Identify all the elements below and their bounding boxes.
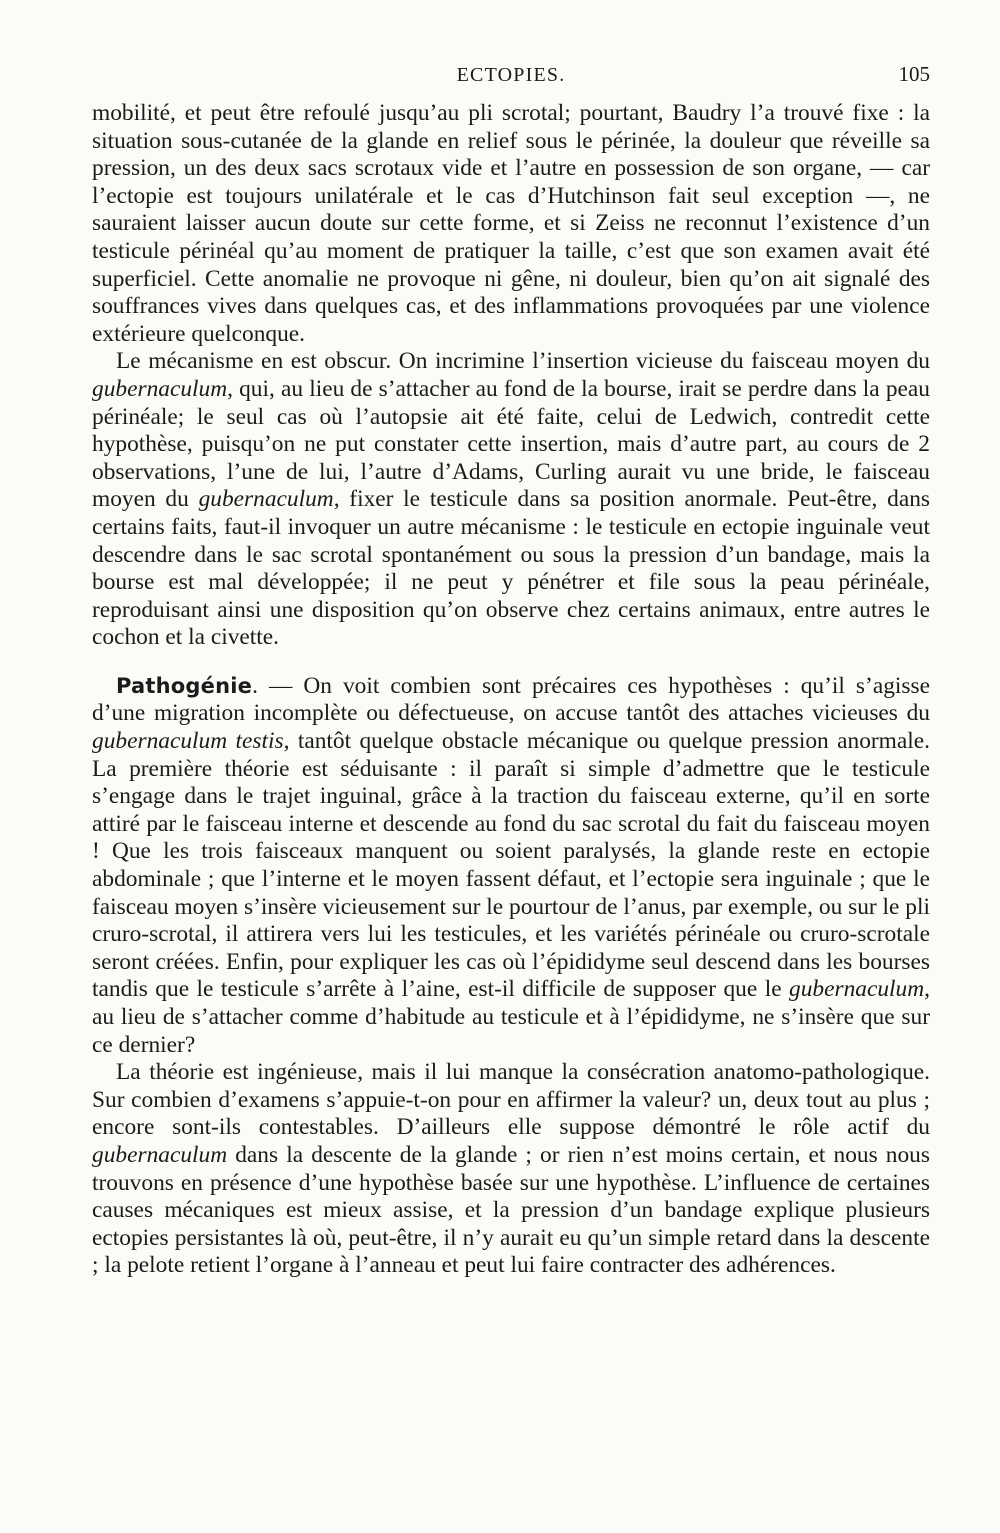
text-run: , au lieu de s’attacher comme d’habitude au testicule et à l’épididyme, ne s’insère que sur ce dernier? xyxy=(92,976,930,1058)
text-run: , qui, au lieu de s’attacher au fond de la bourse, irait se perdre dans la peau périnéale; le seul cas où l’autopsie ait été faite, celui de Ledwich, contredit cette hypothèse, puisqu’on ne put constater cette insertion, mais d’autre part, au cours de 2 observations, l’une de lui, l’autre d’Adams, Curling aurait vu une bride, le faisceau moyen du xyxy=(92,375,930,513)
running-head xyxy=(92,62,930,92)
paragraph-pathogenie xyxy=(92,673,930,1059)
text-run: . — On voit combien sont précaires ces hypothèses : qu’il s’agisse d’une migration incomplète ou défectueuse, on accuse tantôt des attaches vicieuses du xyxy=(92,672,930,727)
paragraph-2 xyxy=(92,348,930,652)
italic-term: gubernaculum xyxy=(198,486,334,513)
text-run: dans la descente de la glande ; or rien n’est moins certain, et nous nous trouvons en présence d’une hypothèse basée sur une hypothèse. L’influence de certaines causes mécaniques est mieux assise, et la pression d’un bandage explique plusieurs ectopies persistantes là où, peut-être, il n’y aurait eu qu’un simple retard dans la descente ; la pelote retient l’organe à l’anneau et peut lui faire contracter des adhérences. xyxy=(92,1141,930,1279)
section-heading: Pathogénie xyxy=(116,673,253,698)
paragraph-4 xyxy=(92,1059,930,1280)
text-run: mobilité, et peut être refoulé jusqu’au pli scrotal; pourtant, Baudry l’a trouvé fixe : la situation sous-cutanée de la glande en relief sous le périnée, la douleur que réveille sa pression, un des deux sacs scrotaux vide et l’autre en possession de son organe, — car l’ectopie est toujours unilatérale et le cas d’Hutchinson fait seul exception —, ne sauraient laisser aucun doute sur cette forme, et si Zeiss ne reconnut l’existence d’un testicule périnéal qu’au moment de pratiquer la taille, c’est que son examen avait été superficiel. Cette anomalie ne provoque ni gêne, ni douleur, bien qu’on ait signalé des souffrances vives dans quelques cas, et des inflammations provoquées par une violence extérieure quelconque. xyxy=(92,100,930,347)
italic-term: gubernaculum testis xyxy=(92,728,284,755)
text-run: , tantôt quelque obstacle mécanique ou quelque pression anormale. La première théorie est séduisante : il paraît si simple d’admettre que le testicule s’engage dans le trajet inguinal, grâce à la traction du faisceau externe, qu’il en sorte attiré par le faisceau interne et descende au fond du sac scrotal du fait du faisceau moyen ! Que les trois faisceaux manquent ou soient paralysés, la glande reste en ectopie abdominale ; que l’interne et le moyen fassent défaut, et l’ectopie sera inguinale ; que le faisceau moyen s’insère vicieusement sur le pourtour de l’anus, par exemple, ou sur le pli cruro-scrotal, il attirera vers lui les testicules, et les variétés périnéale ou cruro-scrotale seront créées. Enfin, pour expliquer les cas où l’épididyme seul descend dans les bourses tandis que le testicule s’arrête à l’aine, est-il difficile de supposer que le xyxy=(92,728,930,1003)
text-run: , fixer le testicule dans sa position anormale. Peut-être, dans certains faits, faut-il invoquer un autre mécanisme : le testicule en ectopie inguinale veut descendre dans le sac scrotal spontanément ou sous la pression d’un bandage, mais la bourse est mal développée; il ne peut y pénétrer et file sous la peau périnéale, reproduisant ainsi une disposition qu’on observe chez certains animaux, entre autres le cochon et la civette. xyxy=(92,486,930,651)
text-run: Le mécanisme en est obscur. On incrimine l’insertion vicieuse du faisceau moyen du xyxy=(116,348,930,375)
italic-term: gubernaculum xyxy=(92,1141,228,1168)
text-run: La théorie est ingénieuse, mais il lui manque la consécration anatomo-pathologique. Sur combien d’examens s’appuie-t-on pour en affirmer la valeur? un, deux tout au plus ; encore sont-ils contestables. D’ailleurs elle suppose démontré le rôle actif du xyxy=(92,1059,930,1141)
page-number: 105 xyxy=(898,62,930,86)
paragraph-1 xyxy=(92,100,930,348)
italic-term: gubernaculum xyxy=(789,976,925,1003)
italic-term: gubernaculum xyxy=(92,375,228,402)
running-title: ECTOPIES. xyxy=(456,64,566,86)
body-text xyxy=(92,100,930,1280)
